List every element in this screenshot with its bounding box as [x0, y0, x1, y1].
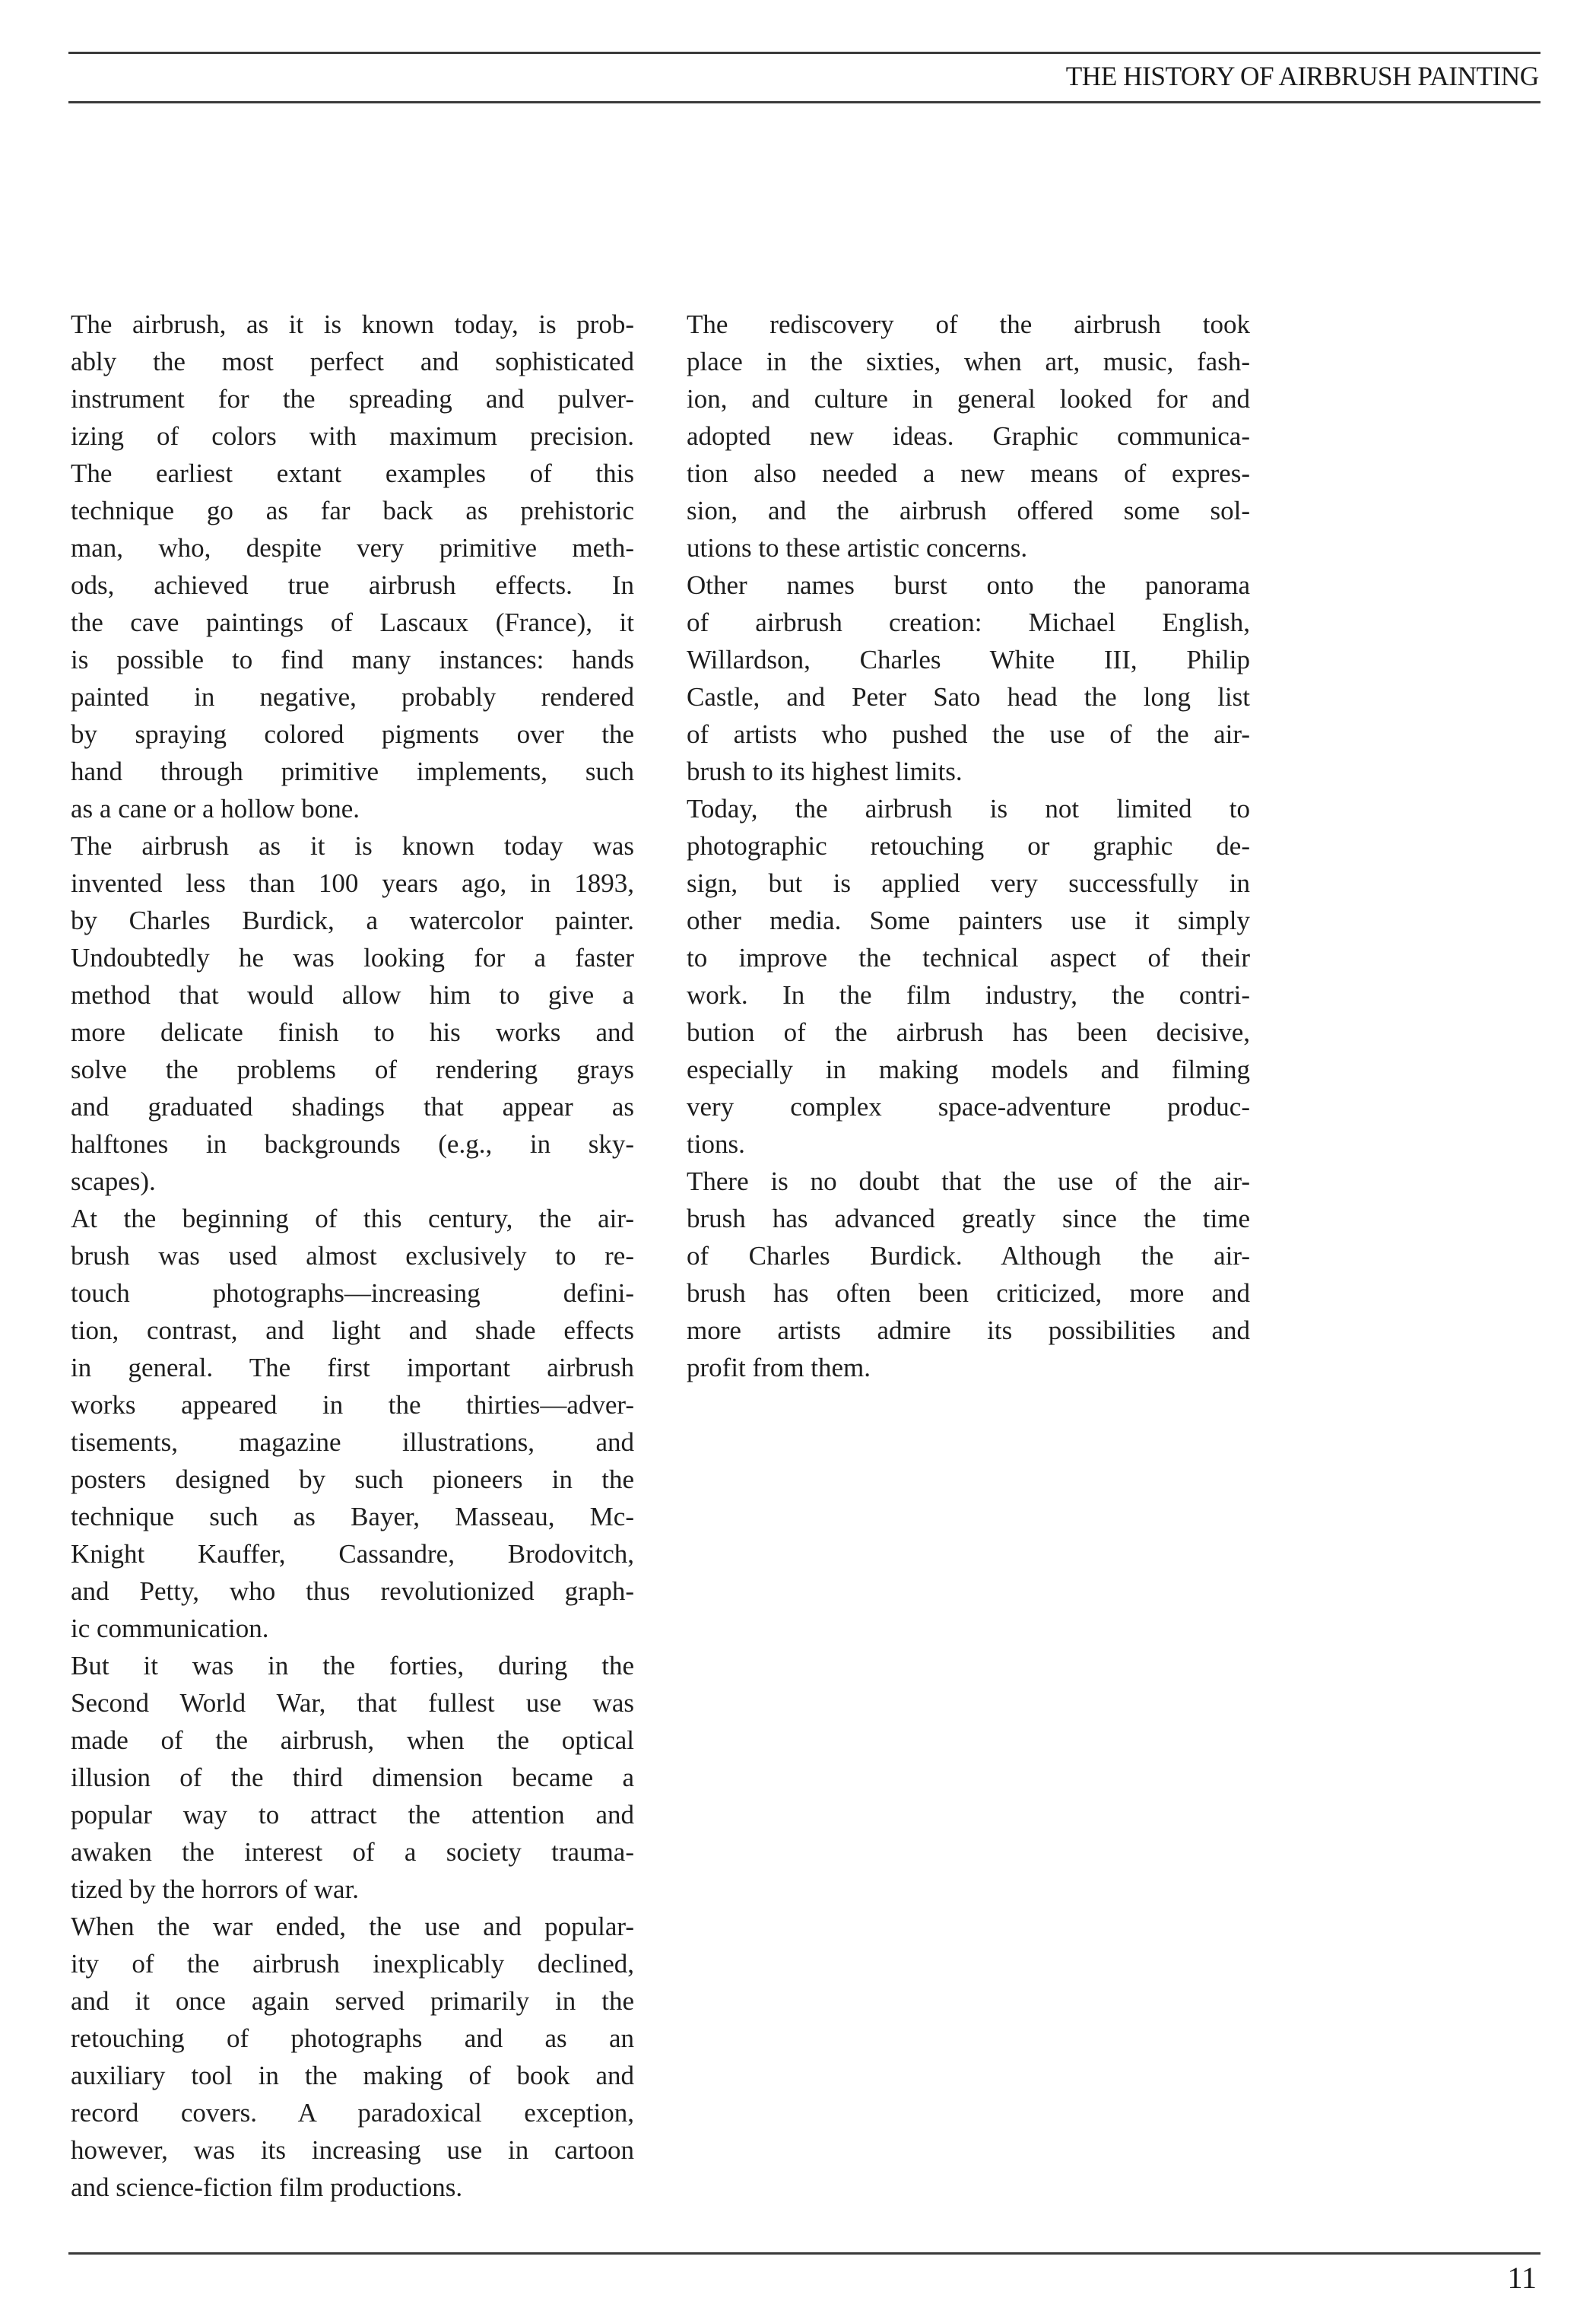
text-line: halftones in backgrounds (e.g., in sky- — [71, 1129, 634, 1159]
text-line: in general. The first important airbrush — [71, 1353, 634, 1382]
text-line: painted in negative, probably rendered — [71, 682, 634, 712]
text-line: tion, contrast, and light and shade effects — [71, 1315, 634, 1345]
left-text-column — [71, 306, 634, 2206]
text-line: work. In the film industry, the contri- — [687, 980, 1250, 1010]
text-line: The airbrush as it is known today was — [71, 831, 634, 861]
text-line: and science-fiction film productions. — [71, 2172, 463, 2202]
text-line: utions to these artistic concerns. — [687, 533, 1028, 563]
text-line: of airbrush creation: Michael English, — [687, 608, 1250, 637]
text-line: record covers. A paradoxical exception, — [71, 2098, 634, 2128]
text-line: sion, and the airbrush offered some sol- — [687, 496, 1250, 525]
text-line: Castle, and Peter Sato head the long list — [687, 682, 1250, 712]
text-line: is possible to find many instances: hands — [71, 645, 634, 674]
text-line: tions. — [687, 1129, 745, 1159]
text-line: technique go as far back as prehistoric — [71, 496, 634, 525]
text-line: profit from them. — [687, 1353, 871, 1382]
text-line: bution of the airbrush has been decisive, — [687, 1017, 1250, 1047]
text-line: of Charles Burdick. Although the air- — [687, 1241, 1250, 1271]
text-line: especially in making models and filming — [687, 1055, 1250, 1084]
header-top-rule — [68, 52, 1540, 54]
text-line: The earliest extant examples of this — [71, 459, 634, 488]
text-line: popular way to attract the attention and — [71, 1800, 634, 1830]
text-line: however, was its increasing use in cartoon — [71, 2135, 634, 2165]
text-line: illusion of the third dimension became a — [71, 1763, 634, 1792]
text-line: solve the problems of rendering grays — [71, 1055, 634, 1084]
text-line: Today, the airbrush is not limited to — [687, 794, 1250, 824]
text-line: made of the airbrush, when the optical — [71, 1725, 634, 1755]
text-line: But it was in the forties, during the — [71, 1651, 634, 1680]
text-line: When the war ended, the use and popular- — [71, 1912, 634, 1941]
text-line: Undoubtedly he was looking for a faster — [71, 943, 634, 973]
text-line: awaken the interest of a society trauma- — [71, 1837, 634, 1867]
text-line: At the beginning of this century, the air- — [71, 1204, 634, 1233]
text-line: Willardson, Charles White III, Philip — [687, 645, 1250, 674]
header-bottom-rule — [68, 101, 1540, 103]
text-line: by spraying colored pigments over the — [71, 719, 634, 749]
text-line: very complex space-adventure produc- — [687, 1092, 1250, 1122]
text-line: other media. Some painters use it simply — [687, 906, 1250, 935]
text-line: ion, and culture in general looked for and — [687, 384, 1250, 414]
text-line: tion also needed a new means of expres- — [687, 459, 1250, 488]
text-line: Knight Kauffer, Cassandre, Brodovitch, — [71, 1539, 634, 1569]
text-line: posters designed by such pioneers in the — [71, 1465, 634, 1494]
text-line: technique such as Bayer, Masseau, Mc- — [71, 1502, 634, 1531]
text-line: scapes). — [71, 1166, 156, 1196]
page-number: 11 — [1507, 2261, 1537, 2295]
text-line: sign, but is applied very successfully in — [687, 868, 1250, 898]
text-line: ably the most perfect and sophisticated — [71, 347, 634, 376]
text-line: place in the sixties, when art, music, fash- — [687, 347, 1250, 376]
text-line: invented less than 100 years ago, in 1893, — [71, 868, 634, 898]
text-line: method that would allow him to give a — [71, 980, 634, 1010]
text-line: and graduated shadings that appear as — [71, 1092, 634, 1122]
text-line: man, who, despite very primitive meth- — [71, 533, 634, 563]
text-line: Second World War, that fullest use was — [71, 1688, 634, 1718]
text-line: There is no doubt that the use of the air- — [687, 1166, 1250, 1196]
text-line: The rediscovery of the airbrush took — [687, 309, 1250, 339]
text-line: by Charles Burdick, a watercolor painter. — [71, 906, 634, 935]
text-line: of artists who pushed the use of the air- — [687, 719, 1250, 749]
text-line: more artists admire its possibilities and — [687, 1315, 1250, 1345]
text-line: instrument for the spreading and pulver- — [71, 384, 634, 414]
text-line: brush has often been criticized, more and — [687, 1278, 1250, 1308]
text-line: the cave paintings of Lascaux (France), it — [71, 608, 634, 637]
text-line: ic communication. — [71, 1614, 269, 1643]
text-line: touch photographs—increasing defini- — [71, 1278, 634, 1308]
text-line: and Petty, who thus revolutionized graph- — [71, 1576, 634, 1606]
text-line: brush to its highest limits. — [687, 757, 963, 786]
footer-rule — [68, 2252, 1540, 2255]
text-line: tized by the horrors of war. — [71, 1874, 360, 1904]
running-head-title: THE HISTORY OF AIRBRUSH PAINTING — [1065, 61, 1539, 91]
text-line: auxiliary tool in the making of book and — [71, 2061, 634, 2090]
text-line: tisements, magazine illustrations, and — [71, 1427, 634, 1457]
right-text-column — [687, 306, 1250, 1386]
text-line: Other names burst onto the panorama — [687, 570, 1250, 600]
text-line: brush was used almost exclusively to re- — [71, 1241, 634, 1271]
text-line: ity of the airbrush inexplicably declined, — [71, 1949, 634, 1979]
text-line: more delicate finish to his works and — [71, 1017, 634, 1047]
text-line: brush has advanced greatly since the time — [687, 1204, 1250, 1233]
text-line: and it once again served primarily in the — [71, 1986, 634, 2016]
text-line: The airbrush, as it is known today, is prob- — [71, 309, 634, 339]
text-line: hand through primitive implements, such — [71, 757, 634, 786]
text-line: photographic retouching or graphic de- — [687, 831, 1250, 861]
text-line: works appeared in the thirties—adver- — [71, 1390, 634, 1420]
text-line: retouching of photographs and as an — [71, 2023, 634, 2053]
text-line: as a cane or a hollow bone. — [71, 794, 360, 824]
text-line: adopted new ideas. Graphic communica- — [687, 421, 1250, 451]
text-line: izing of colors with maximum precision. — [71, 421, 634, 451]
text-line: ods, achieved true airbrush effects. In — [71, 570, 634, 600]
text-line: to improve the technical aspect of their — [687, 943, 1250, 973]
